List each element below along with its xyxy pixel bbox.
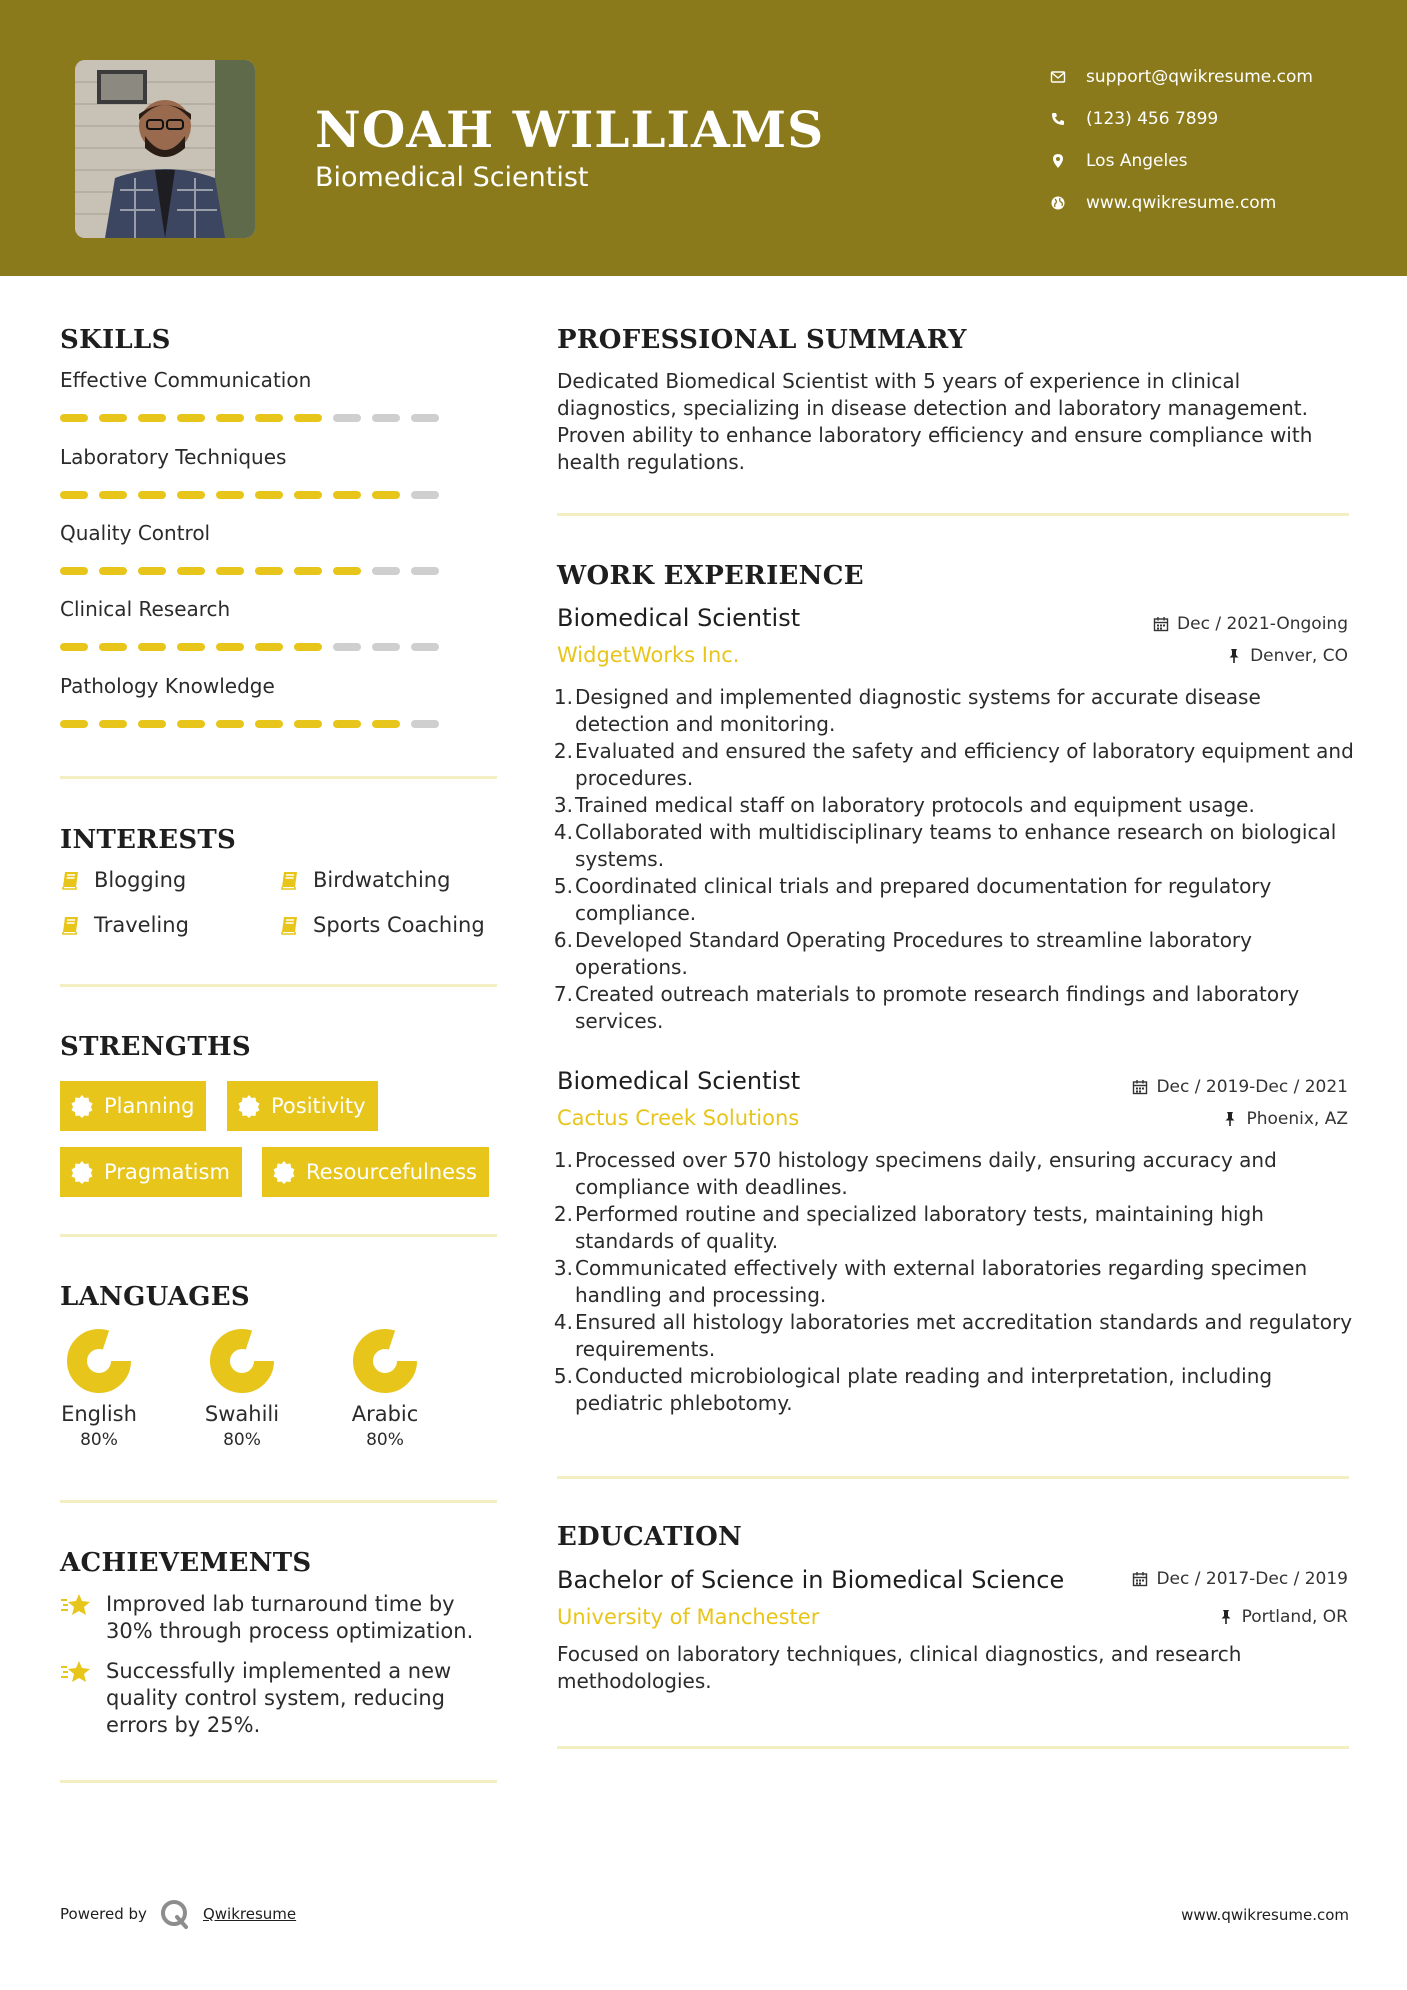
responsibility-text: Collaborated with multidisciplinary teams to enhance research on biological systems. [575, 820, 1337, 871]
calendar-icon [1132, 1079, 1148, 1095]
job-responsibilities [553, 1147, 1357, 1417]
responsibility-item [553, 684, 1357, 738]
section-divider [60, 776, 497, 779]
responsibility-item [553, 1363, 1357, 1417]
skill-level-segment [138, 414, 166, 422]
skill-level-segment [99, 567, 127, 575]
interest-item [279, 913, 485, 937]
achievements-heading: ACHIEVEMENTS [60, 1548, 312, 1578]
responsibility-text: Communicated effectively with external laboratories regarding specimen handling and processing. [575, 1256, 1308, 1307]
language-progress-ring [209, 1328, 275, 1394]
map-pin-icon [1050, 153, 1066, 169]
skill-level-segment [411, 720, 439, 728]
section-divider [557, 1476, 1349, 1479]
responsibility-text: Developed Standard Operating Procedures to streamline laboratory operations. [575, 928, 1252, 979]
skill-level-segment [372, 414, 400, 422]
badge-icon [70, 1160, 94, 1184]
skill-level-segment [333, 720, 361, 728]
summary-text: Dedicated Biomedical Scientist with 5 years of experience in clinical diagnostics, specializing in disease detection and laboratory management. Proven ability to enhance laboratory efficiency and ensure compliance with health regulations. [557, 369, 1313, 474]
responsibility-text: Processed over 570 histology specimens daily, ensuring accuracy and compliance with deadlines. [575, 1148, 1277, 1199]
qwikresume-logo-icon [159, 1898, 191, 1930]
skill-level-segment [411, 414, 439, 422]
job-title: Biomedical Scientist [557, 604, 801, 632]
skill-level-segment [138, 567, 166, 575]
skill-level-segment [216, 414, 244, 422]
job-company: Cactus Creek Solutions [557, 1106, 800, 1130]
language-item [182, 1328, 302, 1450]
education-degree: Bachelor of Science in Biomedical Science [557, 1566, 1065, 1594]
section-divider [60, 984, 497, 987]
responsibility-number: 4. [553, 820, 573, 844]
achievement-item [60, 1591, 500, 1645]
job-date [1132, 1077, 1348, 1097]
skill-level-segment [372, 491, 400, 499]
pushpin-icon [1218, 1609, 1234, 1625]
interest-label: Birdwatching [313, 868, 451, 892]
strength-label: Planning [104, 1094, 195, 1118]
badge-icon [237, 1094, 261, 1118]
skill-item [60, 368, 500, 422]
job-title: Biomedical Scientist [557, 1067, 801, 1095]
skills-heading: SKILLS [60, 325, 171, 355]
pushpin-icon [1222, 1111, 1238, 1127]
responsibility-number: 6. [553, 928, 573, 952]
section-divider [60, 1780, 497, 1783]
contact-website-text: www.qwikresume.com [1086, 193, 1277, 213]
skill-level-segment [177, 414, 205, 422]
responsibility-number: 1. [553, 1148, 573, 1172]
footer-website[interactable]: www.qwikresume.com [1181, 1906, 1349, 1924]
skill-level-segment [60, 414, 88, 422]
contact-phone[interactable] [1050, 98, 1390, 140]
achievement-text: Successfully implemented a new quality control system, reducing errors by 25%. [106, 1659, 452, 1737]
section-divider [60, 1234, 497, 1237]
skill-level-segment [60, 567, 88, 575]
skill-level-segment [372, 643, 400, 651]
candidate-name: NOAH WILLIAMS [315, 100, 825, 159]
book-icon [60, 869, 82, 891]
badge-icon [272, 1160, 296, 1184]
education-location-text: Portland, OR [1241, 1607, 1348, 1627]
skill-label: Clinical Research [60, 597, 231, 621]
responsibility-number: 5. [553, 874, 573, 898]
job-date-text: Dec / 2019-Dec / 2021 [1156, 1077, 1348, 1097]
strength-label: Resourcefulness [306, 1160, 477, 1184]
interest-label: Traveling [94, 913, 189, 937]
skill-level-segment [177, 491, 205, 499]
skill-level-segment [216, 567, 244, 575]
skill-item [60, 445, 500, 499]
skill-level-bar [60, 414, 500, 422]
interest-item [60, 913, 189, 937]
language-item [325, 1328, 445, 1450]
responsibility-item [553, 1309, 1357, 1363]
interest-label: Blogging [94, 868, 187, 892]
job-location [1226, 646, 1348, 666]
skill-label: Pathology Knowledge [60, 674, 275, 698]
responsibility-number: 3. [553, 793, 573, 817]
responsibility-number: 1. [553, 685, 573, 709]
skill-level-segment [294, 567, 322, 575]
education-school: University of Manchester [557, 1605, 820, 1629]
education-location [1218, 1607, 1348, 1627]
skill-level-segment [372, 567, 400, 575]
skill-level-segment [216, 491, 244, 499]
book-icon [279, 914, 301, 936]
language-progress-ring [352, 1328, 418, 1394]
star-icon [60, 1591, 92, 1619]
globe-icon [1050, 195, 1066, 211]
skill-level-bar [60, 567, 500, 575]
skill-label: Laboratory Techniques [60, 445, 287, 469]
skill-label: Effective Communication [60, 368, 312, 392]
skill-level-segment [333, 567, 361, 575]
interest-item [279, 868, 450, 892]
skill-level-segment [255, 491, 283, 499]
strength-tag [60, 1147, 242, 1197]
education-heading: EDUCATION [557, 1522, 743, 1552]
badge-icon [70, 1094, 94, 1118]
responsibility-text: Ensured all histology laboratories met accreditation standards and regulatory requirements. [575, 1310, 1353, 1361]
section-divider [557, 513, 1349, 516]
summary-heading: PROFESSIONAL SUMMARY [557, 325, 967, 355]
section-divider [557, 1746, 1349, 1749]
language-percent: 80% [80, 1430, 118, 1450]
skill-level-segment [333, 414, 361, 422]
language-percent: 80% [366, 1430, 404, 1450]
contact-list [1050, 56, 1390, 224]
contact-website[interactable] [1050, 182, 1390, 224]
resume-header [0, 0, 1407, 276]
achievement-text: Improved lab turnaround time by 30% through process optimization. [106, 1592, 474, 1643]
responsibility-number: 2. [553, 739, 573, 763]
skill-level-segment [138, 491, 166, 499]
contact-location-text: Los Angeles [1086, 151, 1188, 171]
section-divider [60, 1500, 497, 1503]
pushpin-icon [1226, 648, 1242, 664]
skill-level-segment [255, 720, 283, 728]
job-location [1222, 1109, 1348, 1129]
phone-icon [1050, 111, 1066, 127]
skill-item [60, 521, 500, 575]
interest-label: Sports Coaching [313, 913, 485, 937]
language-name: Arabic [351, 1402, 419, 1426]
profile-photo [75, 60, 255, 238]
skill-level-segment [99, 414, 127, 422]
job-company: WidgetWorks Inc. [557, 643, 740, 667]
skill-level-segment [60, 643, 88, 651]
skill-level-segment [294, 643, 322, 651]
skill-level-segment [99, 491, 127, 499]
responsibility-number: 3. [553, 1256, 573, 1280]
responsibility-item [553, 927, 1357, 981]
job-date-text: Dec / 2021-Ongoing [1177, 614, 1348, 634]
responsibility-number: 2. [553, 1202, 573, 1226]
language-item [39, 1328, 159, 1450]
skill-level-segment [177, 720, 205, 728]
language-percent: 80% [223, 1430, 261, 1450]
footer-powered-by [60, 1898, 296, 1930]
skill-level-segment [138, 720, 166, 728]
language-name: Swahili [204, 1402, 280, 1426]
contact-location [1050, 140, 1390, 182]
responsibility-item [553, 738, 1357, 792]
strength-label: Pragmatism [104, 1160, 230, 1184]
skill-level-segment [294, 414, 322, 422]
skill-level-segment [177, 643, 205, 651]
responsibility-text: Performed routine and specialized laboratory tests, maintaining high standards of quality. [575, 1202, 1264, 1253]
skill-item [60, 597, 500, 651]
job-location-text: Denver, CO [1250, 646, 1348, 666]
responsibility-text: Designed and implemented diagnostic systems for accurate disease detection and monitoring. [575, 685, 1261, 736]
responsibility-number: 5. [553, 1364, 573, 1388]
strength-tag [262, 1147, 489, 1197]
responsibility-text: Coordinated clinical trials and prepared documentation for regulatory compliance. [575, 874, 1272, 925]
calendar-icon [1132, 1571, 1148, 1587]
skill-level-segment [216, 643, 244, 651]
responsibility-item [553, 792, 1357, 819]
skill-item [60, 674, 500, 728]
skill-level-segment [99, 643, 127, 651]
strength-tag [60, 1081, 206, 1131]
responsibility-item [553, 819, 1357, 873]
candidate-role: Biomedical Scientist [315, 162, 589, 193]
skill-level-segment [255, 414, 283, 422]
responsibility-item [553, 1255, 1357, 1309]
education-date-text: Dec / 2017-Dec / 2019 [1156, 1569, 1348, 1589]
skill-level-bar [60, 643, 500, 651]
skill-level-segment [255, 643, 283, 651]
contact-phone-text: (123) 456 7899 [1086, 109, 1219, 129]
responsibility-item [553, 873, 1357, 927]
responsibility-item [553, 1147, 1357, 1201]
achievement-item [60, 1658, 500, 1739]
skill-level-segment [411, 567, 439, 575]
job-date [1153, 614, 1348, 634]
skill-level-segment [411, 643, 439, 651]
skill-level-segment [372, 720, 400, 728]
responsibility-text: Created outreach materials to promote research findings and laboratory services. [575, 982, 1300, 1033]
book-icon [60, 914, 82, 936]
responsibility-text: Evaluated and ensured the safety and efficiency of laboratory equipment and procedures. [575, 739, 1354, 790]
skill-level-segment [294, 491, 322, 499]
skill-level-bar [60, 491, 500, 499]
skill-level-segment [60, 720, 88, 728]
skill-level-segment [333, 643, 361, 651]
education-description: Focused on laboratory techniques, clinical diagnostics, and research methodologies. [557, 1642, 1242, 1693]
skill-level-segment [138, 643, 166, 651]
strengths-heading: STRENGTHS [60, 1032, 251, 1062]
skill-label: Quality Control [60, 521, 211, 545]
work-heading: WORK EXPERIENCE [557, 561, 864, 591]
skill-level-segment [216, 720, 244, 728]
skill-level-segment [294, 720, 322, 728]
skill-level-segment [99, 720, 127, 728]
language-name: English [61, 1402, 137, 1426]
responsibility-item [553, 981, 1357, 1035]
skill-level-segment [177, 567, 205, 575]
star-icon [60, 1658, 92, 1686]
job-responsibilities [553, 684, 1357, 1035]
contact-email[interactable] [1050, 56, 1390, 98]
envelope-icon [1050, 69, 1066, 85]
skill-level-segment [411, 491, 439, 499]
responsibility-text: Conducted microbiological plate reading and interpretation, including pediatric phlebotomy. [575, 1364, 1273, 1415]
book-icon [279, 869, 301, 891]
brand-link[interactable]: Qwikresume [202, 1905, 297, 1923]
job-location-text: Phoenix, AZ [1246, 1109, 1348, 1129]
skill-level-segment [255, 567, 283, 575]
responsibility-text: Trained medical staff on laboratory protocols and equipment usage. [575, 793, 1255, 817]
contact-email-text: support@qwikresume.com [1086, 67, 1313, 87]
interests-heading: INTERESTS [60, 825, 237, 855]
interest-item [60, 868, 186, 892]
responsibility-number: 4. [553, 1310, 573, 1334]
skill-level-segment [60, 491, 88, 499]
strength-label: Positivity [271, 1094, 366, 1118]
responsibility-number: 7. [553, 982, 573, 1006]
powered-by-text: Powered by [60, 1905, 147, 1923]
education-date [1132, 1569, 1348, 1589]
languages-heading: LANGUAGES [60, 1282, 250, 1312]
skill-level-segment [333, 491, 361, 499]
language-progress-ring [66, 1328, 132, 1394]
skill-level-bar [60, 720, 500, 728]
strength-tag [227, 1081, 378, 1131]
calendar-icon [1153, 616, 1169, 632]
responsibility-item [553, 1201, 1357, 1255]
